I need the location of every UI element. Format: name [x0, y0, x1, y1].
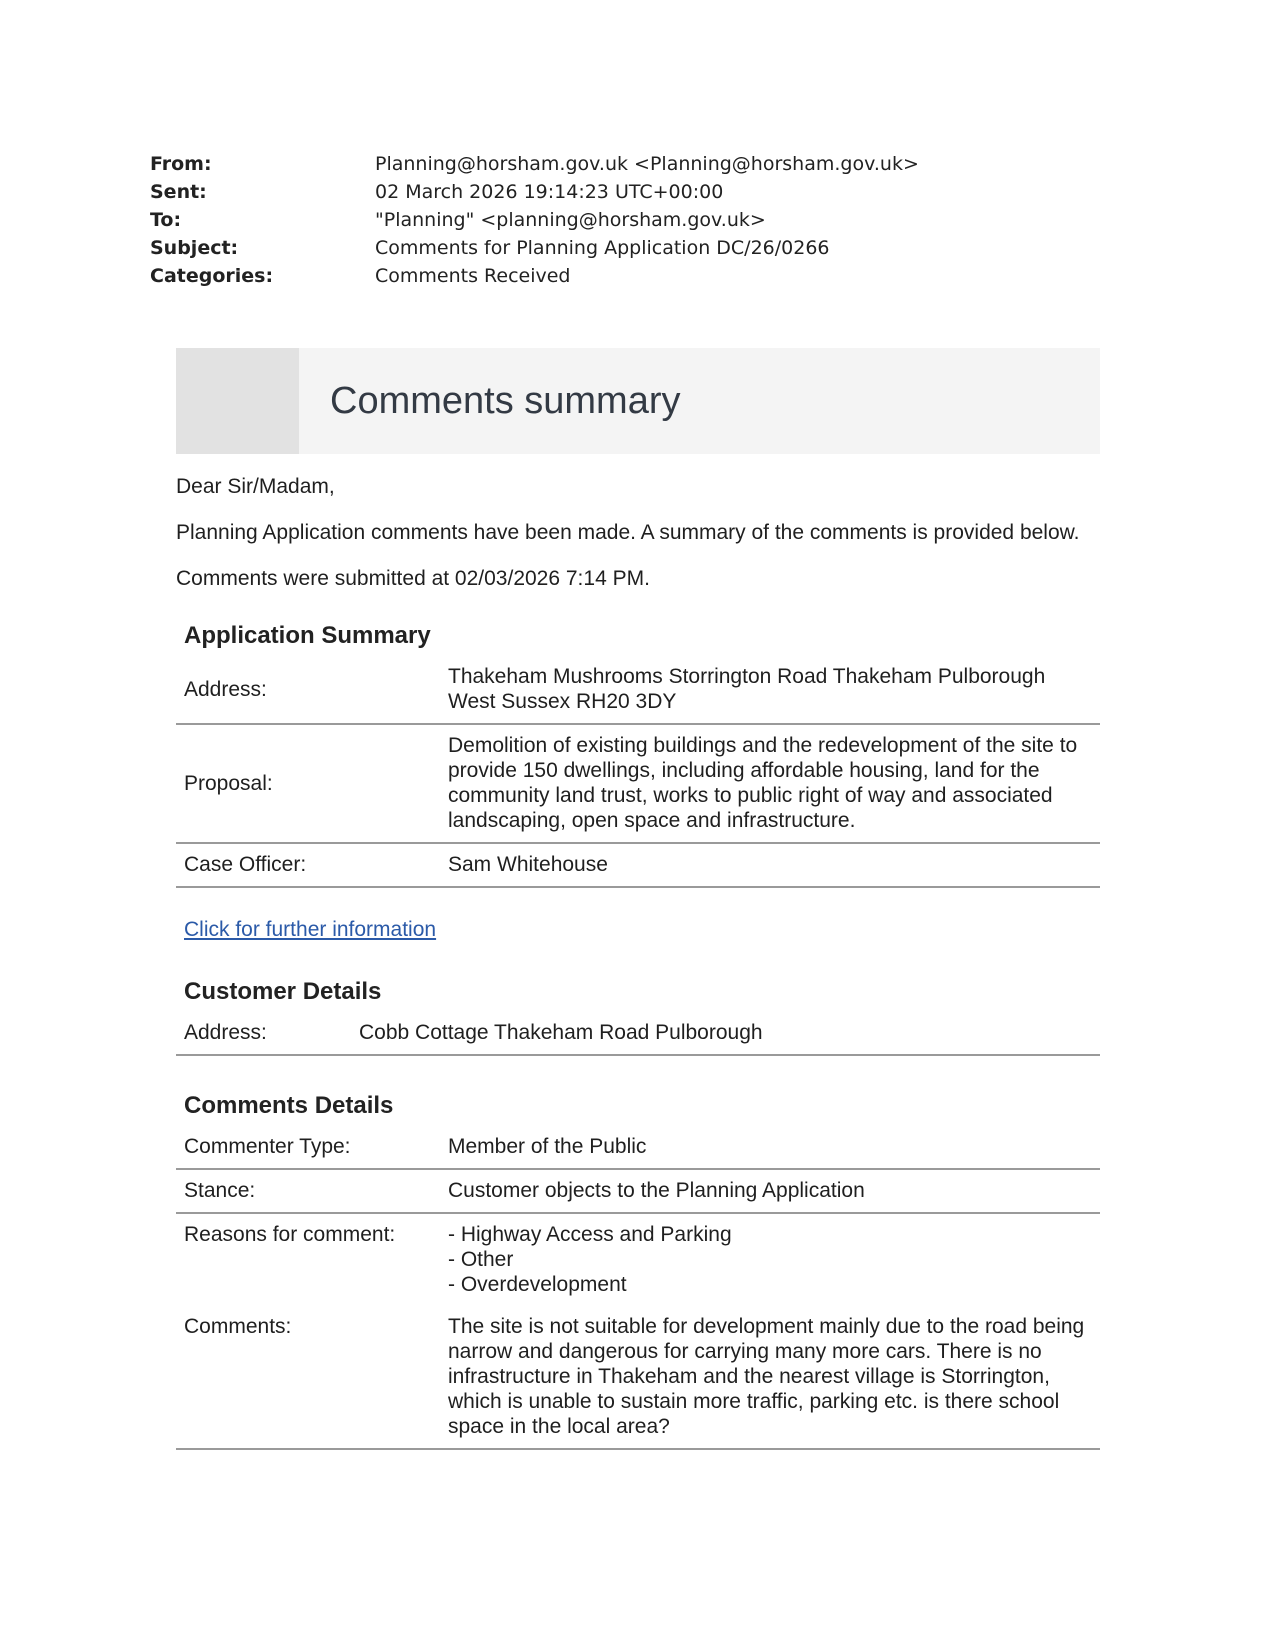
to-value: "Planning" <planning@horsham.gov.uk> [375, 209, 766, 231]
to-label: To: [150, 209, 182, 231]
application-summary-table [176, 656, 1100, 888]
proposal-label: Proposal: [176, 724, 440, 843]
categories-label: Categories: [150, 265, 274, 287]
further-information-link[interactable]: Click for further information [184, 918, 437, 941]
commenter-type-label: Commenter Type: [176, 1126, 440, 1169]
comments-label: Comments: [176, 1306, 440, 1449]
application-summary-heading: Application Summary [184, 622, 431, 649]
stance-value: Customer objects to the Planning Application [440, 1169, 1100, 1213]
reason-item: - Other [448, 1248, 514, 1271]
address-value: Thakeham Mushrooms Storrington Road Thakeham Pulborough West Sussex RH20 3DY [440, 656, 1100, 724]
subject-label: Subject: [150, 237, 239, 259]
banner-title: Comments summary [330, 379, 681, 422]
table-row [176, 1169, 1100, 1213]
table-row [176, 1213, 1100, 1306]
comments-details-heading: Comments Details [184, 1092, 394, 1119]
subject-value: Comments for Planning Application DC/26/0266 [375, 237, 830, 259]
categories-row [150, 262, 1050, 290]
table-row [176, 1012, 1100, 1055]
from-label: From: [150, 153, 212, 175]
summary-banner [176, 348, 1100, 454]
intro-text: Planning Application comments have been made. A summary of the comments is provided below. [176, 521, 1080, 544]
customer-details-heading: Customer Details [184, 978, 382, 1005]
email-body [176, 348, 1100, 1450]
to-row [150, 206, 1050, 234]
submitted-text: Comments were submitted at 02/03/2026 7:14 PM. [176, 567, 650, 590]
email-header [150, 150, 1050, 290]
comments-value: The site is not suitable for development mainly due to the road being narrow and dangerous for carrying many more cars. There is no infrastructure in Thakeham and the nearest village is Storrington, which is unable to sustain more traffic, parking etc. is there school space in the local area? [440, 1306, 1100, 1449]
further-info-wrapper [176, 918, 1100, 942]
case-officer-label: Case Officer: [176, 843, 440, 887]
comments-details-table [176, 1126, 1100, 1450]
table-row [176, 1126, 1100, 1169]
banner-side-panel [176, 348, 299, 454]
categories-value: Comments Received [375, 265, 571, 287]
sent-label: Sent: [150, 181, 207, 203]
greeting-text: Dear Sir/Madam, [176, 475, 335, 498]
sent-value: 02 March 2026 19:14:23 UTC+00:00 [375, 181, 724, 203]
reason-item: - Highway Access and Parking [448, 1223, 732, 1246]
subject-row [150, 234, 1050, 262]
customer-address-value: Cobb Cottage Thakeham Road Pulborough [351, 1012, 1100, 1055]
customer-details-table [176, 1012, 1100, 1056]
table-row [176, 1306, 1100, 1449]
proposal-value: Demolition of existing buildings and the redevelopment of the site to provide 150 dwellings, including affordable housing, land for the community land trust, works to public right of way and associated landscaping, open space and infrastructure. [440, 724, 1100, 843]
table-row [176, 843, 1100, 887]
from-row [150, 150, 1050, 178]
stance-label: Stance: [176, 1169, 440, 1213]
customer-address-label: Address: [176, 1012, 351, 1055]
reasons-label: Reasons for comment: [184, 1223, 396, 1246]
reason-item: - Overdevelopment [448, 1273, 627, 1296]
sent-row [150, 178, 1050, 206]
banner-main-panel [299, 348, 1100, 454]
table-row [176, 724, 1100, 843]
table-row [176, 656, 1100, 724]
from-value: Planning@horsham.gov.uk <Planning@horsham.gov.uk> [375, 153, 919, 175]
reasons-list [440, 1213, 1100, 1306]
address-label: Address: [176, 656, 440, 724]
case-officer-value: Sam Whitehouse [440, 843, 1100, 887]
commenter-type-value: Member of the Public [440, 1126, 1100, 1169]
